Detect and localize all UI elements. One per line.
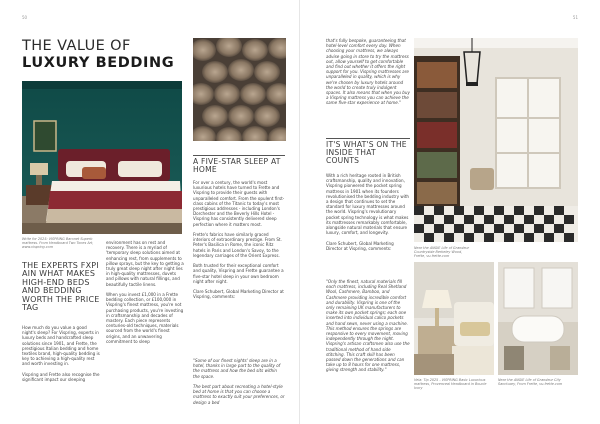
article-title-line2: LUXURY BEDDING [22, 55, 175, 71]
quote-column: that's fully bespoke, guaranteeing that hotel-level comfort every day. When choosing your mattress, we always advise going in store to try the mattress out, allow yourself to get comfortable and find out whether it offers the right support for you. Vispring mattresses are unparalleled in quality, which is why we're chosen by luxury hotels around the world to create truly indulgent spaces. It also means that when you buy a Vispring mattress you can achieve the same five-star experience at home." [326, 38, 410, 106]
body-column-2: environment has on rest and recovery. There is a myriad of 'temporary sleep solutions aimed at enhancing rest, from supplements to pillow sprays, but the key to getting a truly great sleep night after night lies in high-quality mattresses, duvets and pillows with natural fillings, and beautifully tactile linens. When you invest £1,000 in a Frette bedding collection, or £100,000 in Vispring's finest mattress, you're not purchasing products, you're investing in craftsmanship and decades of mastery. Each piece represents centuries-old techniques, materials sourced from the world's finest origins, and an unwavering commitment to sleep [106, 240, 184, 344]
quilted-fabric-photo [193, 38, 286, 141]
five-star-heading: A FIVE-STAR SLEEP AT HOME [193, 158, 281, 174]
page-number: 51 [572, 15, 578, 20]
right-page [300, 0, 600, 424]
body-column-3-quote: "Some of our finest nights' sleep are in a hotel, thanks in large part to the quality of the mattress and how the bed sits within the space. The best part about recreating a hotel-style bed at home is that you can choose a mattress to exactly suit your preferences, or design a bed [193, 358, 285, 405]
section-rule [326, 138, 410, 139]
bathroom-photo [498, 262, 578, 375]
bedroom-photo [22, 81, 182, 234]
bedside-lamp-photo [414, 262, 494, 375]
section-rule [193, 155, 285, 156]
bedside-photo-caption: Vela: Tip 2025 - VISPRING Basic Luxurious mattress, Provenceal Headboard in Boucle Ivory [414, 378, 487, 391]
bathroom-photo-caption: Near the ANGIE Life of Grandeur City Sanctuary, From Frette, vu.frette.com [498, 378, 563, 387]
article-subheading: THE EXPERTS FXPI AIN WHAT MAKES HIGH-END BEDS AND BEDDING WORTH THE PRICE TAG [22, 262, 100, 313]
inside-quote: "Only the finest, natural materials fill each mattress, including Real Shetland Wool, Cashmere, Bamboo, and Cashmere providing incredible comfort and durability. Vispring is one of the only remaining UK manufacturers to make its own pocket springs; each one inserted into individual calico pockets and hand sewn, never using a machine. This method ensures the springs are responsive to every movement, moving independently through the night. Vispring's artisan craftsmen also use the traditional method of hand side stitching. This craft skill has been passed down the generations and can take up to 8 hours for one mattress, giving strength and stability." [326, 279, 410, 373]
bedroom-photo-caption: Write for 2025: VISPRING Baronet Superb mattress. From Headboard Two Tones Art, www.vispring.com [22, 237, 94, 250]
library-photo-caption: Near the ANGIE Life of Grandeur Countryside Berkeley Wood, Frette, vu.frette.com [414, 246, 470, 259]
page-number: 50 [22, 15, 28, 20]
library-photo [414, 38, 578, 242]
inside-heading: IT'S WHAT'S ON THE INSIDE THAT COUNTS [326, 141, 407, 165]
inside-body: With a rich heritage rooted in British craftsmanship, quality and innovation, Vispring pioneered the pocket spring mattress in 1901 when its founders revolutionised the bedding industry with a design that continues to set the standard for luxury mattresses around the world. Vispring's revolutionary pocket spring technology is what makes its mattresses remarkably comfortable, alongside natural materials that ensure luxury, comfort, and longevity. Clare Schubert, Global Marketing Director at Vispring, comments: [326, 173, 410, 251]
body-column-1: How much do you value a good night's sleep? For Vispring, experts in luxury beds and handcrafted sleep solutions since 1901, and Frette, the prestigious Italian bedding and home textiles brand, high-quality bedding is key to achieving a high-quality rest and worth investing in. Vispring and Frette also recognise the significant impact our sleeping [22, 325, 100, 383]
article-title-line1: THE VALUE OF [22, 38, 131, 54]
body-column-3: For over a century, the world's most luxurious hotels have turned to Frette and Vispring to provide their guests with unparalleled comfort. From the opulent first-class cabins of the Titanic to today's most prestigious addresses - including London's Dorchester and the Beverly Hills Hotel - Vispring has consistently delivered sleep perfection where it matters most. Frette's fabrics have similarly graced interiors of extraordinary prestige. From St. Peter's Basilica in Rome, the iconic Ritz hotels in Paris and London's Savoy, to the legendary carriages of the Orient Express. Both trusted for their exceptional comfort and quality, Vispring and Frette guarantee a five-star hotel sleep in your own bedroom night after night. Clare Schubert, Global Marketing Director at Vispring, comments: [193, 180, 285, 300]
